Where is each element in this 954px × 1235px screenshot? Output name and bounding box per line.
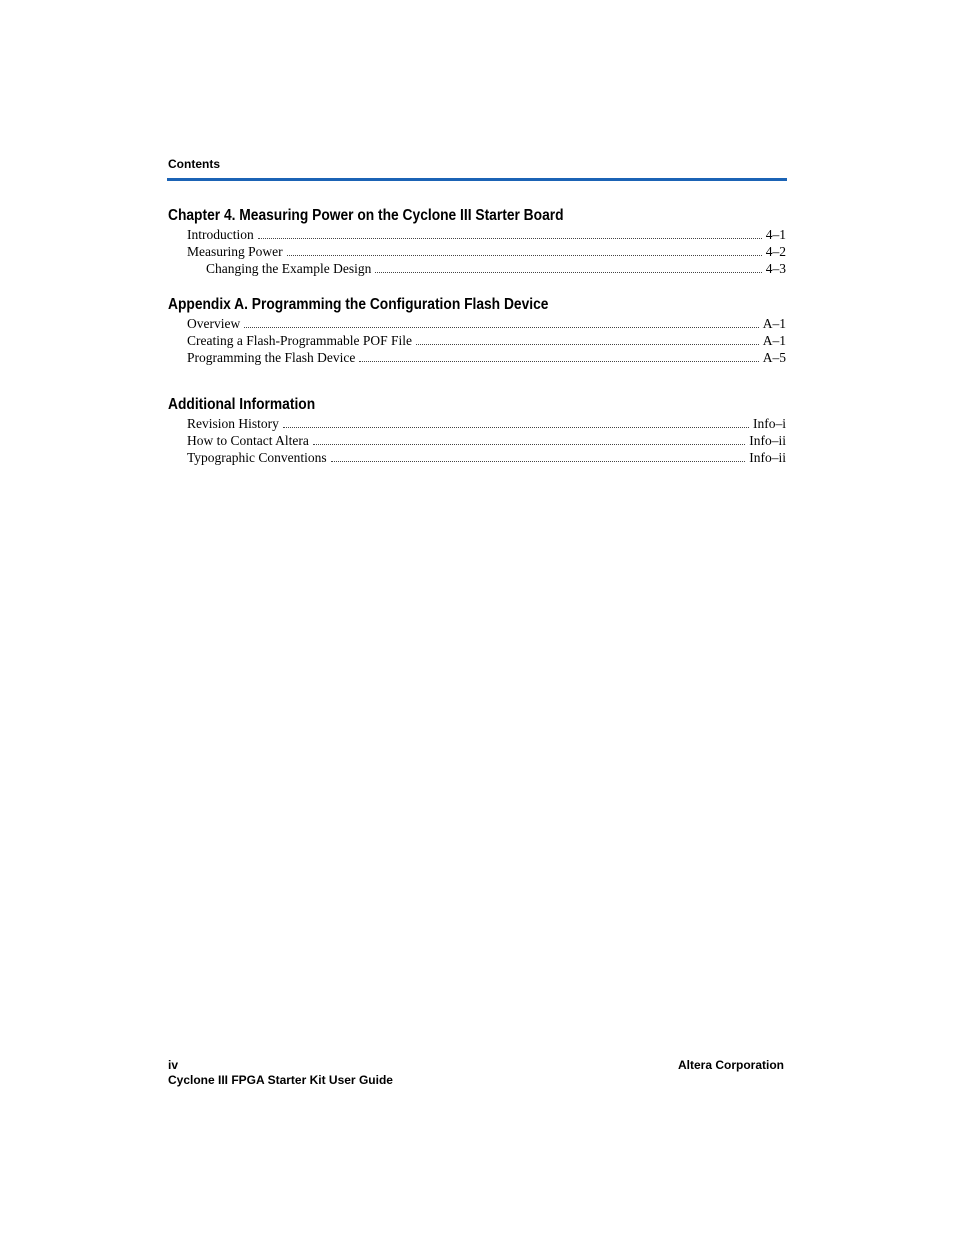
section-title: Chapter 4. Measuring Power on the Cyclone III Starter Board — [168, 207, 564, 224]
dot-leader — [331, 449, 746, 462]
toc-entry-label: Changing the Example Design — [206, 261, 372, 276]
footer-page-number: iv — [168, 1058, 179, 1072]
toc-entry[interactable] — [168, 260, 786, 277]
toc-entry-label: Introduction — [187, 227, 254, 242]
toc-entry-label: Typographic Conventions — [187, 450, 327, 465]
toc-entry-label: Revision History — [187, 416, 279, 431]
dot-leader — [359, 349, 758, 362]
dot-leader — [287, 243, 762, 256]
dot-leader — [258, 226, 762, 239]
running-header: Contents — [168, 157, 220, 171]
dot-leader — [375, 260, 761, 273]
toc-entry[interactable] — [168, 449, 786, 466]
toc-entry-page: Info–i — [753, 416, 786, 431]
toc-entry-page: A–5 — [762, 350, 786, 365]
toc-entry-label: Measuring Power — [187, 244, 283, 259]
toc-entry[interactable] — [168, 432, 786, 449]
toc-entry-page: Info–ii — [749, 433, 786, 448]
toc-entry-label: Programming the Flash Device — [187, 350, 356, 365]
section-title: Appendix A. Programming the Configuration Flash Device — [168, 296, 549, 313]
toc-entry-page: Info–ii — [749, 450, 786, 465]
toc-entry-page: 4–2 — [765, 244, 786, 259]
toc-section-chapter-4 — [168, 206, 786, 277]
toc-entry[interactable] — [168, 415, 786, 432]
dot-leader — [416, 332, 759, 345]
footer-left — [168, 1058, 393, 1088]
toc-entry-page: A–1 — [762, 316, 786, 331]
toc-entry[interactable] — [168, 243, 786, 260]
toc-entry-label: Overview — [187, 316, 241, 331]
toc-entry[interactable] — [168, 349, 786, 366]
header-rule — [167, 178, 787, 181]
dot-leader — [244, 315, 759, 328]
section-title: Additional Information — [168, 396, 316, 413]
dot-leader — [283, 415, 749, 428]
toc-entry[interactable] — [168, 315, 786, 332]
toc-entry-page: 4–3 — [765, 261, 786, 276]
toc-entry-label: Creating a Flash-Programmable POF File — [187, 333, 412, 348]
toc-entry-page: A–1 — [762, 333, 786, 348]
toc-entry-label: How to Contact Altera — [187, 433, 309, 448]
toc-entry-page: 4–1 — [765, 227, 786, 242]
dot-leader — [313, 432, 745, 445]
toc-section-additional-information — [168, 395, 786, 466]
footer-document-title: Cyclone III FPGA Starter Kit User Guide — [168, 1073, 393, 1087]
toc-entry[interactable] — [168, 226, 786, 243]
toc-entry[interactable] — [168, 332, 786, 349]
footer-company: Altera Corporation — [677, 1058, 784, 1072]
toc-section-appendix-a — [168, 295, 786, 366]
